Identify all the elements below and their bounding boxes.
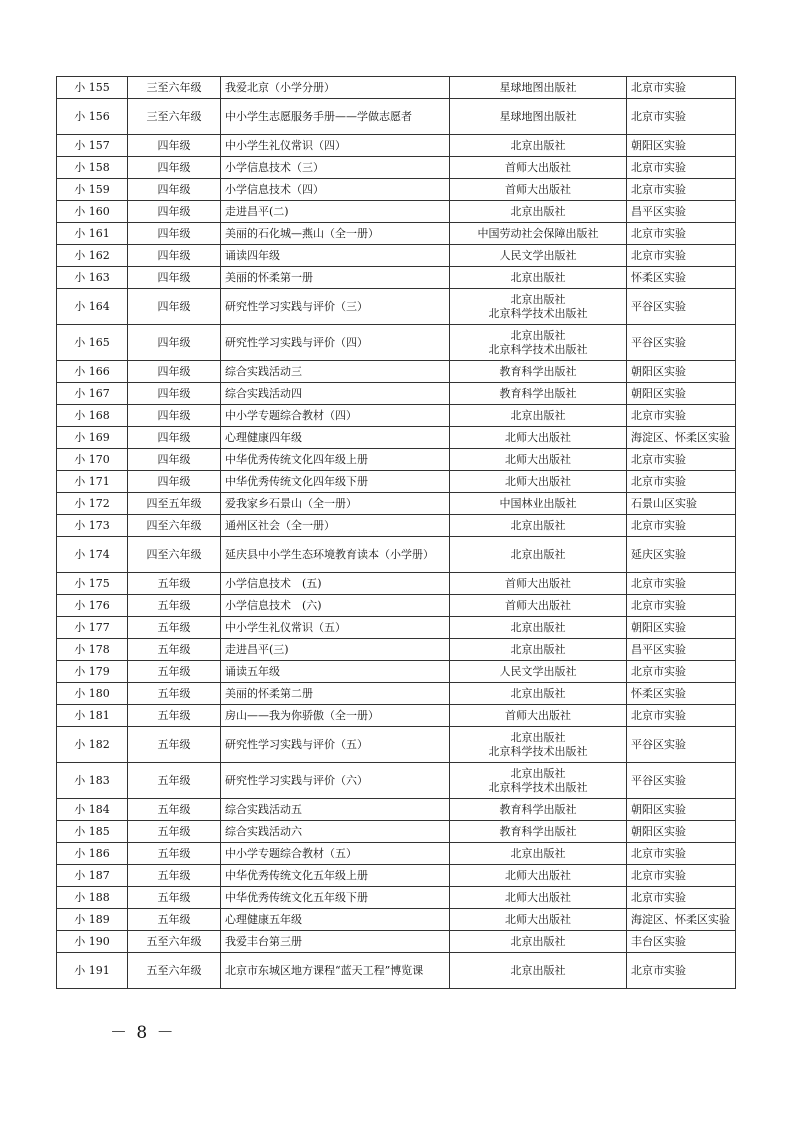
row-note-cell: 延庆区实验 [627, 537, 736, 573]
row-code-cell: 小 156 [57, 99, 128, 135]
row-note-cell: 昌平区实验 [627, 201, 736, 223]
row-grade-cell: 五年级 [128, 887, 221, 909]
table-row [57, 617, 736, 639]
table-row [57, 683, 736, 705]
row-grade-cell: 五年级 [128, 909, 221, 931]
row-code-cell: 小 180 [57, 683, 128, 705]
row-code-cell: 小 165 [57, 325, 128, 361]
row-code-cell: 小 155 [57, 77, 128, 99]
row-note-cell: 平谷区实验 [627, 763, 736, 799]
row-note-cell: 朝阳区实验 [627, 799, 736, 821]
table-row [57, 493, 736, 515]
row-code-cell: 小 162 [57, 245, 128, 267]
row-code-cell: 小 161 [57, 223, 128, 245]
row-grade-cell: 四年级 [128, 471, 221, 493]
row-code-cell: 小 189 [57, 909, 128, 931]
row-code-cell: 小 190 [57, 931, 128, 953]
row-note-cell: 北京市实验 [627, 179, 736, 201]
row-code-cell: 小 181 [57, 705, 128, 727]
row-publisher-cell: 教育科学出版社 [450, 821, 627, 843]
row-grade-cell: 四年级 [128, 361, 221, 383]
row-publisher-cell: 教育科学出版社 [450, 361, 627, 383]
row-grade-cell: 五至六年级 [128, 953, 221, 989]
row-title-cell: 中华优秀传统文化四年级下册 [221, 471, 450, 493]
row-code-cell: 小 188 [57, 887, 128, 909]
row-grade-cell: 五年级 [128, 763, 221, 799]
row-note-cell: 北京市实验 [627, 157, 736, 179]
row-code-cell: 小 167 [57, 383, 128, 405]
row-grade-cell: 三至六年级 [128, 77, 221, 99]
row-grade-cell: 五至六年级 [128, 931, 221, 953]
row-code-cell: 小 158 [57, 157, 128, 179]
row-title-cell: 研究性学习实践与评价（五） [221, 727, 450, 763]
table-row [57, 201, 736, 223]
table-row [57, 887, 736, 909]
row-note-cell: 北京市实验 [627, 705, 736, 727]
row-code-cell: 小 174 [57, 537, 128, 573]
row-publisher-cell: 北京出版社 北京科学技术出版社 [450, 727, 627, 763]
table-row [57, 157, 736, 179]
row-grade-cell: 四年级 [128, 201, 221, 223]
row-title-cell: 小学信息技术 (六) [221, 595, 450, 617]
row-note-cell: 海淀区、怀柔区实验 [627, 427, 736, 449]
row-grade-cell: 五年级 [128, 705, 221, 727]
row-code-cell: 小 177 [57, 617, 128, 639]
row-code-cell: 小 163 [57, 267, 128, 289]
row-publisher-cell: 人民文学出版社 [450, 245, 627, 267]
row-title-cell: 综合实践活动四 [221, 383, 450, 405]
row-note-cell: 北京市实验 [627, 661, 736, 683]
row-code-cell: 小 183 [57, 763, 128, 799]
row-code-cell: 小 187 [57, 865, 128, 887]
table-row [57, 931, 736, 953]
row-publisher-cell: 首师大出版社 [450, 179, 627, 201]
table-row [57, 245, 736, 267]
row-publisher-cell: 首师大出版社 [450, 573, 627, 595]
row-title-cell: 我爱丰台第三册 [221, 931, 450, 953]
table-row [57, 179, 736, 201]
row-title-cell: 我爱北京（小学分册） [221, 77, 450, 99]
row-publisher-cell: 北京出版社 [450, 267, 627, 289]
row-note-cell: 平谷区实验 [627, 727, 736, 763]
row-publisher-cell: 北京出版社 [450, 843, 627, 865]
row-publisher-cell: 北京出版社 [450, 639, 627, 661]
row-publisher-cell: 北京出版社 北京科学技术出版社 [450, 763, 627, 799]
row-title-cell: 中小学专题综合教材（四） [221, 405, 450, 427]
table-row [57, 405, 736, 427]
row-note-cell: 北京市实验 [627, 245, 736, 267]
row-code-cell: 小 157 [57, 135, 128, 157]
row-note-cell: 北京市实验 [627, 843, 736, 865]
row-grade-cell: 三至六年级 [128, 99, 221, 135]
row-code-cell: 小 182 [57, 727, 128, 763]
table-row [57, 267, 736, 289]
row-title-cell: 中华优秀传统文化五年级上册 [221, 865, 450, 887]
row-title-cell: 通州区社会（全一册） [221, 515, 450, 537]
row-note-cell: 北京市实验 [627, 223, 736, 245]
table-row [57, 821, 736, 843]
row-grade-cell: 五年级 [128, 683, 221, 705]
row-code-cell: 小 186 [57, 843, 128, 865]
row-title-cell: 综合实践活动三 [221, 361, 450, 383]
row-title-cell: 诵读四年级 [221, 245, 450, 267]
row-grade-cell: 五年级 [128, 865, 221, 887]
row-code-cell: 小 160 [57, 201, 128, 223]
table-row [57, 361, 736, 383]
table-row [57, 661, 736, 683]
row-title-cell: 综合实践活动六 [221, 821, 450, 843]
row-grade-cell: 五年级 [128, 661, 221, 683]
row-note-cell: 朝阳区实验 [627, 135, 736, 157]
table-row [57, 573, 736, 595]
row-publisher-cell: 北京出版社 [450, 515, 627, 537]
row-grade-cell: 五年级 [128, 843, 221, 865]
row-code-cell: 小 173 [57, 515, 128, 537]
row-grade-cell: 五年级 [128, 639, 221, 661]
row-note-cell: 昌平区实验 [627, 639, 736, 661]
row-publisher-cell: 星球地图出版社 [450, 77, 627, 99]
row-title-cell: 走进昌平(三) [221, 639, 450, 661]
row-grade-cell: 四年级 [128, 135, 221, 157]
row-publisher-cell: 北京出版社 [450, 953, 627, 989]
row-publisher-cell: 北京出版社 [450, 201, 627, 223]
row-grade-cell: 四年级 [128, 383, 221, 405]
table-row [57, 289, 736, 325]
row-title-cell: 中华优秀传统文化五年级下册 [221, 887, 450, 909]
row-code-cell: 小 176 [57, 595, 128, 617]
row-code-cell: 小 170 [57, 449, 128, 471]
row-note-cell: 石景山区实验 [627, 493, 736, 515]
row-publisher-cell: 北京出版社 [450, 135, 627, 157]
table-row [57, 865, 736, 887]
row-publisher-cell: 北京出版社 [450, 617, 627, 639]
page-number: － 8 － [110, 1023, 176, 1043]
row-note-cell: 北京市实验 [627, 77, 736, 99]
row-note-cell: 北京市实验 [627, 405, 736, 427]
row-note-cell: 北京市实验 [627, 449, 736, 471]
table-row [57, 449, 736, 471]
row-title-cell: 中小学生礼仪常识（四） [221, 135, 450, 157]
row-note-cell: 怀柔区实验 [627, 267, 736, 289]
row-grade-cell: 四至五年级 [128, 493, 221, 515]
table-row [57, 843, 736, 865]
row-title-cell: 小学信息技术 (五) [221, 573, 450, 595]
row-code-cell: 小 184 [57, 799, 128, 821]
row-note-cell: 北京市实验 [627, 573, 736, 595]
row-grade-cell: 五年级 [128, 821, 221, 843]
row-grade-cell: 四年级 [128, 405, 221, 427]
row-publisher-cell: 北京出版社 [450, 537, 627, 573]
table-row [57, 909, 736, 931]
table-row [57, 727, 736, 763]
row-publisher-cell: 中国劳动社会保障出版社 [450, 223, 627, 245]
table-row [57, 223, 736, 245]
row-publisher-cell: 北京出版社 [450, 683, 627, 705]
row-code-cell: 小 178 [57, 639, 128, 661]
row-grade-cell: 四年级 [128, 245, 221, 267]
row-note-cell: 朝阳区实验 [627, 617, 736, 639]
table-row [57, 325, 736, 361]
row-code-cell: 小 191 [57, 953, 128, 989]
row-title-cell: 小学信息技术（四） [221, 179, 450, 201]
row-title-cell: 北京市东城区地方课程“蓝天工程”博览课 [221, 953, 450, 989]
row-grade-cell: 四年级 [128, 223, 221, 245]
row-grade-cell: 四至六年级 [128, 515, 221, 537]
row-publisher-cell: 教育科学出版社 [450, 799, 627, 821]
row-title-cell: 心理健康五年级 [221, 909, 450, 931]
row-note-cell: 平谷区实验 [627, 325, 736, 361]
row-code-cell: 小 179 [57, 661, 128, 683]
row-title-cell: 诵读五年级 [221, 661, 450, 683]
row-title-cell: 走进昌平(二) [221, 201, 450, 223]
row-code-cell: 小 171 [57, 471, 128, 493]
row-note-cell: 北京市实验 [627, 515, 736, 537]
row-publisher-cell: 北师大出版社 [450, 449, 627, 471]
row-note-cell: 朝阳区实验 [627, 383, 736, 405]
table-row [57, 99, 736, 135]
row-grade-cell: 四年级 [128, 179, 221, 201]
table-row [57, 953, 736, 989]
row-publisher-cell: 北师大出版社 [450, 887, 627, 909]
row-grade-cell: 四年级 [128, 449, 221, 471]
row-code-cell: 小 168 [57, 405, 128, 427]
table-row [57, 471, 736, 493]
row-code-cell: 小 159 [57, 179, 128, 201]
row-publisher-cell: 北师大出版社 [450, 909, 627, 931]
row-title-cell: 研究性学习实践与评价（三） [221, 289, 450, 325]
row-title-cell: 研究性学习实践与评价（四） [221, 325, 450, 361]
row-grade-cell: 五年级 [128, 727, 221, 763]
row-code-cell: 小 172 [57, 493, 128, 515]
table-row [57, 515, 736, 537]
row-publisher-cell: 首师大出版社 [450, 157, 627, 179]
row-title-cell: 中小学生礼仪常识（五） [221, 617, 450, 639]
row-grade-cell: 四年级 [128, 267, 221, 289]
row-title-cell: 房山——我为你骄傲（全一册） [221, 705, 450, 727]
row-note-cell: 平谷区实验 [627, 289, 736, 325]
row-title-cell: 小学信息技术（三） [221, 157, 450, 179]
row-title-cell: 中小学专题综合教材（五） [221, 843, 450, 865]
table-row [57, 595, 736, 617]
row-grade-cell: 五年级 [128, 573, 221, 595]
row-publisher-cell: 北师大出版社 [450, 865, 627, 887]
table-row [57, 77, 736, 99]
row-title-cell: 延庆县中小学生态环境教育读本（小学册） [221, 537, 450, 573]
table-row [57, 427, 736, 449]
row-title-cell: 美丽的石化城—燕山（全一册） [221, 223, 450, 245]
row-code-cell: 小 175 [57, 573, 128, 595]
row-note-cell: 朝阳区实验 [627, 821, 736, 843]
row-title-cell: 综合实践活动五 [221, 799, 450, 821]
row-title-cell: 心理健康四年级 [221, 427, 450, 449]
row-note-cell: 怀柔区实验 [627, 683, 736, 705]
row-publisher-cell: 星球地图出版社 [450, 99, 627, 135]
row-code-cell: 小 166 [57, 361, 128, 383]
row-publisher-cell: 首师大出版社 [450, 705, 627, 727]
row-publisher-cell: 北师大出版社 [450, 471, 627, 493]
row-note-cell: 丰台区实验 [627, 931, 736, 953]
row-publisher-cell: 北京出版社 [450, 931, 627, 953]
table-row [57, 799, 736, 821]
row-grade-cell: 五年级 [128, 799, 221, 821]
row-note-cell: 北京市实验 [627, 595, 736, 617]
table-row [57, 383, 736, 405]
table-row [57, 639, 736, 661]
table-body [57, 77, 736, 989]
row-title-cell: 中小学生志愿服务手册——学做志愿者 [221, 99, 450, 135]
row-grade-cell: 四年级 [128, 157, 221, 179]
row-code-cell: 小 164 [57, 289, 128, 325]
row-note-cell: 北京市实验 [627, 887, 736, 909]
row-note-cell: 海淀区、怀柔区实验 [627, 909, 736, 931]
row-note-cell: 朝阳区实验 [627, 361, 736, 383]
table-row [57, 705, 736, 727]
table-row [57, 135, 736, 157]
row-publisher-cell: 中国林业出版社 [450, 493, 627, 515]
row-title-cell: 美丽的怀柔第一册 [221, 267, 450, 289]
row-grade-cell: 四年级 [128, 325, 221, 361]
row-publisher-cell: 首师大出版社 [450, 595, 627, 617]
row-grade-cell: 四至六年级 [128, 537, 221, 573]
row-grade-cell: 五年级 [128, 595, 221, 617]
row-note-cell: 北京市实验 [627, 99, 736, 135]
row-note-cell: 北京市实验 [627, 953, 736, 989]
row-grade-cell: 五年级 [128, 617, 221, 639]
row-code-cell: 小 169 [57, 427, 128, 449]
row-note-cell: 北京市实验 [627, 865, 736, 887]
row-publisher-cell: 北京出版社 [450, 405, 627, 427]
row-note-cell: 北京市实验 [627, 471, 736, 493]
row-publisher-cell: 北京出版社 北京科学技术出版社 [450, 289, 627, 325]
row-grade-cell: 四年级 [128, 289, 221, 325]
row-title-cell: 中华优秀传统文化四年级上册 [221, 449, 450, 471]
table-row [57, 537, 736, 573]
table-row [57, 763, 736, 799]
row-publisher-cell: 北京出版社 北京科学技术出版社 [450, 325, 627, 361]
row-code-cell: 小 185 [57, 821, 128, 843]
textbook-table [56, 76, 736, 989]
row-title-cell: 研究性学习实践与评价（六） [221, 763, 450, 799]
row-title-cell: 美丽的怀柔第二册 [221, 683, 450, 705]
row-publisher-cell: 教育科学出版社 [450, 383, 627, 405]
row-publisher-cell: 人民文学出版社 [450, 661, 627, 683]
row-grade-cell: 四年级 [128, 427, 221, 449]
row-publisher-cell: 北师大出版社 [450, 427, 627, 449]
row-title-cell: 爱我家乡石景山（全一册） [221, 493, 450, 515]
